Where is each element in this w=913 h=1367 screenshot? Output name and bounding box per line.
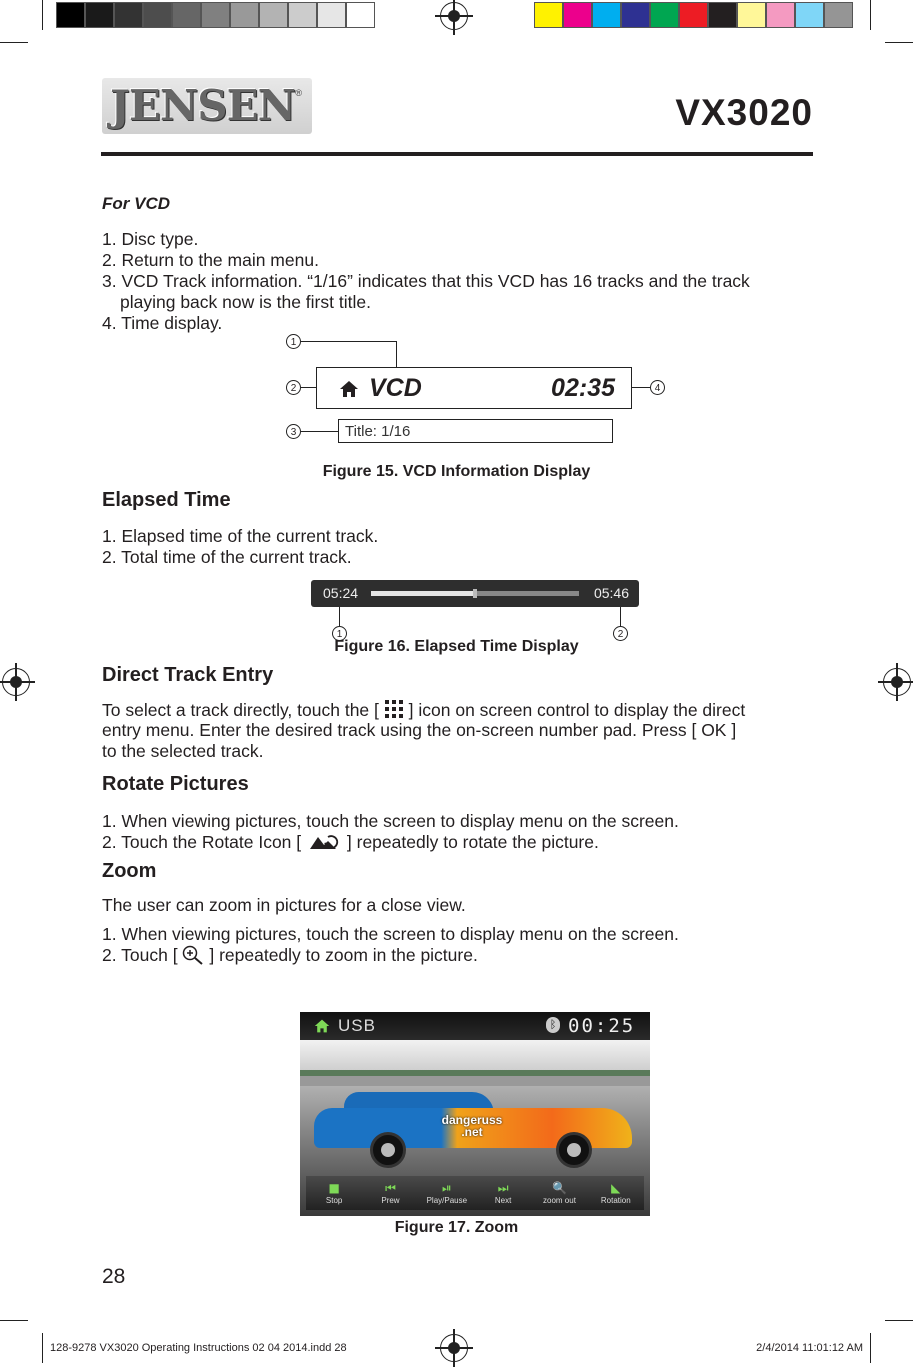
zoom-out-button[interactable] bbox=[531, 1176, 587, 1210]
color-swatch bbox=[650, 2, 679, 28]
control-label: Play/Pause bbox=[426, 1195, 468, 1205]
registration-mark-icon bbox=[440, 1334, 468, 1362]
callout-3: 3 bbox=[286, 424, 301, 439]
source-label: USB bbox=[338, 1016, 376, 1035]
registration-mark-icon bbox=[883, 668, 911, 696]
callout-1: 1 bbox=[332, 626, 347, 641]
list-item: 2. Total time of the current track. bbox=[102, 547, 352, 567]
progress-track[interactable] bbox=[371, 591, 579, 596]
crop-mark bbox=[885, 42, 913, 43]
page-number: 28 bbox=[102, 1265, 126, 1288]
figure-16-caption: Figure 16. Elapsed Time Display bbox=[334, 638, 579, 655]
control-label: zoom out bbox=[543, 1195, 576, 1205]
gray-swatch bbox=[114, 2, 143, 28]
direct-track-heading: Direct Track Entry bbox=[102, 664, 274, 686]
list-item: 1. When viewing pictures, touch the screen to display menu on the screen. bbox=[102, 811, 679, 831]
color-swatch bbox=[737, 2, 766, 28]
control-label: Stop bbox=[325, 1195, 343, 1205]
list-item: 3. VCD Track information. “1/16” indicates that this VCD has 16 tracks and the track bbox=[102, 271, 750, 291]
zoom-out-icon: 🔍 bbox=[551, 1180, 567, 1195]
direct-track-line-1: To select a track directly, touch the [ ] icon on screen control to display the direct bbox=[102, 700, 746, 720]
play-pause-icon: ⏯ bbox=[442, 1180, 452, 1195]
direct-track-line-2: entry menu. Enter the desired track using the on-screen number pad. Press [ OK ] bbox=[102, 720, 737, 740]
rotate-heading: Rotate Pictures bbox=[102, 773, 249, 795]
zoom-heading: Zoom bbox=[102, 860, 157, 882]
list-item: 4. Time display. bbox=[102, 313, 223, 333]
vcd-info-box bbox=[316, 367, 632, 409]
registration-mark-icon bbox=[2, 668, 30, 696]
color-swatch bbox=[679, 2, 708, 28]
color-swatch bbox=[708, 2, 737, 28]
device-status-bar bbox=[300, 1012, 650, 1040]
color-swatch bbox=[592, 2, 621, 28]
home-icon bbox=[339, 379, 359, 399]
crop-mark bbox=[0, 42, 28, 43]
list-item: 2. Touch the Rotate Icon [ ] repeatedly to rotate the picture. bbox=[102, 832, 599, 852]
control-label: Rotation bbox=[600, 1195, 631, 1205]
list-item: 1. Disc type. bbox=[102, 229, 199, 249]
gray-swatch bbox=[346, 2, 375, 28]
jensen-logo: JENSEN ® bbox=[102, 78, 312, 134]
date-info: 2/4/2014 11:01:12 AM bbox=[756, 1342, 863, 1354]
registration-mark-icon bbox=[440, 2, 468, 30]
callout-4: 4 bbox=[650, 380, 665, 395]
home-icon[interactable] bbox=[314, 1018, 330, 1034]
figure-15-caption: Figure 15. VCD Information Display bbox=[322, 463, 591, 480]
zoom-intro: The user can zoom in pictures for a close view. bbox=[102, 895, 466, 915]
vcd-section-title: For VCD bbox=[102, 194, 170, 213]
callout-2: 2 bbox=[286, 380, 301, 395]
device-time: 00:25 bbox=[568, 1015, 636, 1037]
stop-icon: ■ bbox=[328, 1180, 340, 1195]
car-livery-text: dangeruss .net bbox=[441, 1113, 503, 1139]
next-button[interactable] bbox=[475, 1176, 531, 1210]
direct-track-line-3: to the selected track. bbox=[102, 741, 264, 761]
stop-button[interactable] bbox=[306, 1176, 362, 1210]
total-time: 05:46 bbox=[593, 585, 629, 601]
gray-swatch bbox=[85, 2, 114, 28]
progress-fill bbox=[371, 591, 475, 596]
time-display: 02:35 bbox=[551, 374, 615, 402]
callout-1: 1 bbox=[286, 334, 301, 349]
gray-swatch bbox=[288, 2, 317, 28]
header-rule bbox=[101, 152, 813, 156]
race-car bbox=[314, 1092, 632, 1164]
color-swatch bbox=[621, 2, 650, 28]
list-item: playing back now is the first title. bbox=[120, 292, 371, 312]
callout-2: 2 bbox=[613, 626, 628, 641]
color-swatch bbox=[795, 2, 824, 28]
list-item: 1. When viewing pictures, touch the screen to display menu on the screen. bbox=[102, 924, 679, 944]
file-info: 128-9278 VX3020 Operating Instructions 02 04 2014.indd 28 bbox=[50, 1342, 347, 1354]
crop-mark bbox=[42, 0, 43, 30]
zoom-screenshot bbox=[300, 1012, 650, 1216]
rotation-button[interactable] bbox=[588, 1176, 644, 1210]
gray-swatch bbox=[143, 2, 172, 28]
next-icon: ⏭ bbox=[497, 1180, 509, 1195]
control-label: Prew bbox=[381, 1195, 400, 1205]
elapsed-time-heading: Elapsed Time bbox=[102, 489, 231, 511]
color-swatch bbox=[766, 2, 795, 28]
previous-icon: ⏮ bbox=[385, 1180, 396, 1195]
list-item: 1. Elapsed time of the current track. bbox=[102, 526, 379, 546]
color-swatch bbox=[563, 2, 592, 28]
elapsed-time: 05:24 bbox=[323, 585, 359, 601]
list-item: 2. Touch [ ] repeatedly to zoom in the picture. bbox=[102, 945, 478, 965]
bluetooth-icon: ᛒ bbox=[546, 1017, 560, 1033]
rotation-icon: ◣ bbox=[611, 1180, 621, 1195]
media-control-bar bbox=[306, 1176, 644, 1210]
crop-mark bbox=[870, 0, 871, 30]
crop-mark bbox=[885, 1320, 913, 1321]
crop-mark bbox=[870, 1333, 871, 1363]
previous-button[interactable] bbox=[362, 1176, 418, 1210]
crop-mark bbox=[0, 1320, 28, 1321]
keypad-icon bbox=[384, 699, 404, 719]
title-track-label: Title: 1/16 bbox=[345, 423, 411, 440]
gray-swatch bbox=[259, 2, 288, 28]
zoom-in-icon bbox=[182, 945, 204, 965]
gray-swatch bbox=[201, 2, 230, 28]
color-swatch bbox=[824, 2, 853, 28]
control-label: Next bbox=[494, 1195, 512, 1205]
model-title: VX3020 bbox=[675, 92, 813, 133]
title-track-box bbox=[338, 419, 613, 443]
crop-mark bbox=[42, 1333, 43, 1363]
rotate-icon bbox=[306, 833, 342, 851]
elapsed-time-bar bbox=[311, 580, 639, 607]
progress-handle[interactable] bbox=[473, 589, 477, 598]
play-pause-button[interactable] bbox=[419, 1176, 475, 1210]
gray-swatch bbox=[172, 2, 201, 28]
list-item: 2. Return to the main menu. bbox=[102, 250, 319, 270]
color-swatch bbox=[534, 2, 563, 28]
gray-swatch bbox=[317, 2, 346, 28]
disc-type: VCD bbox=[369, 374, 422, 402]
figure-17-caption: Figure 17. Zoom bbox=[394, 1219, 519, 1236]
gray-swatch bbox=[56, 2, 85, 28]
gray-swatch bbox=[230, 2, 259, 28]
